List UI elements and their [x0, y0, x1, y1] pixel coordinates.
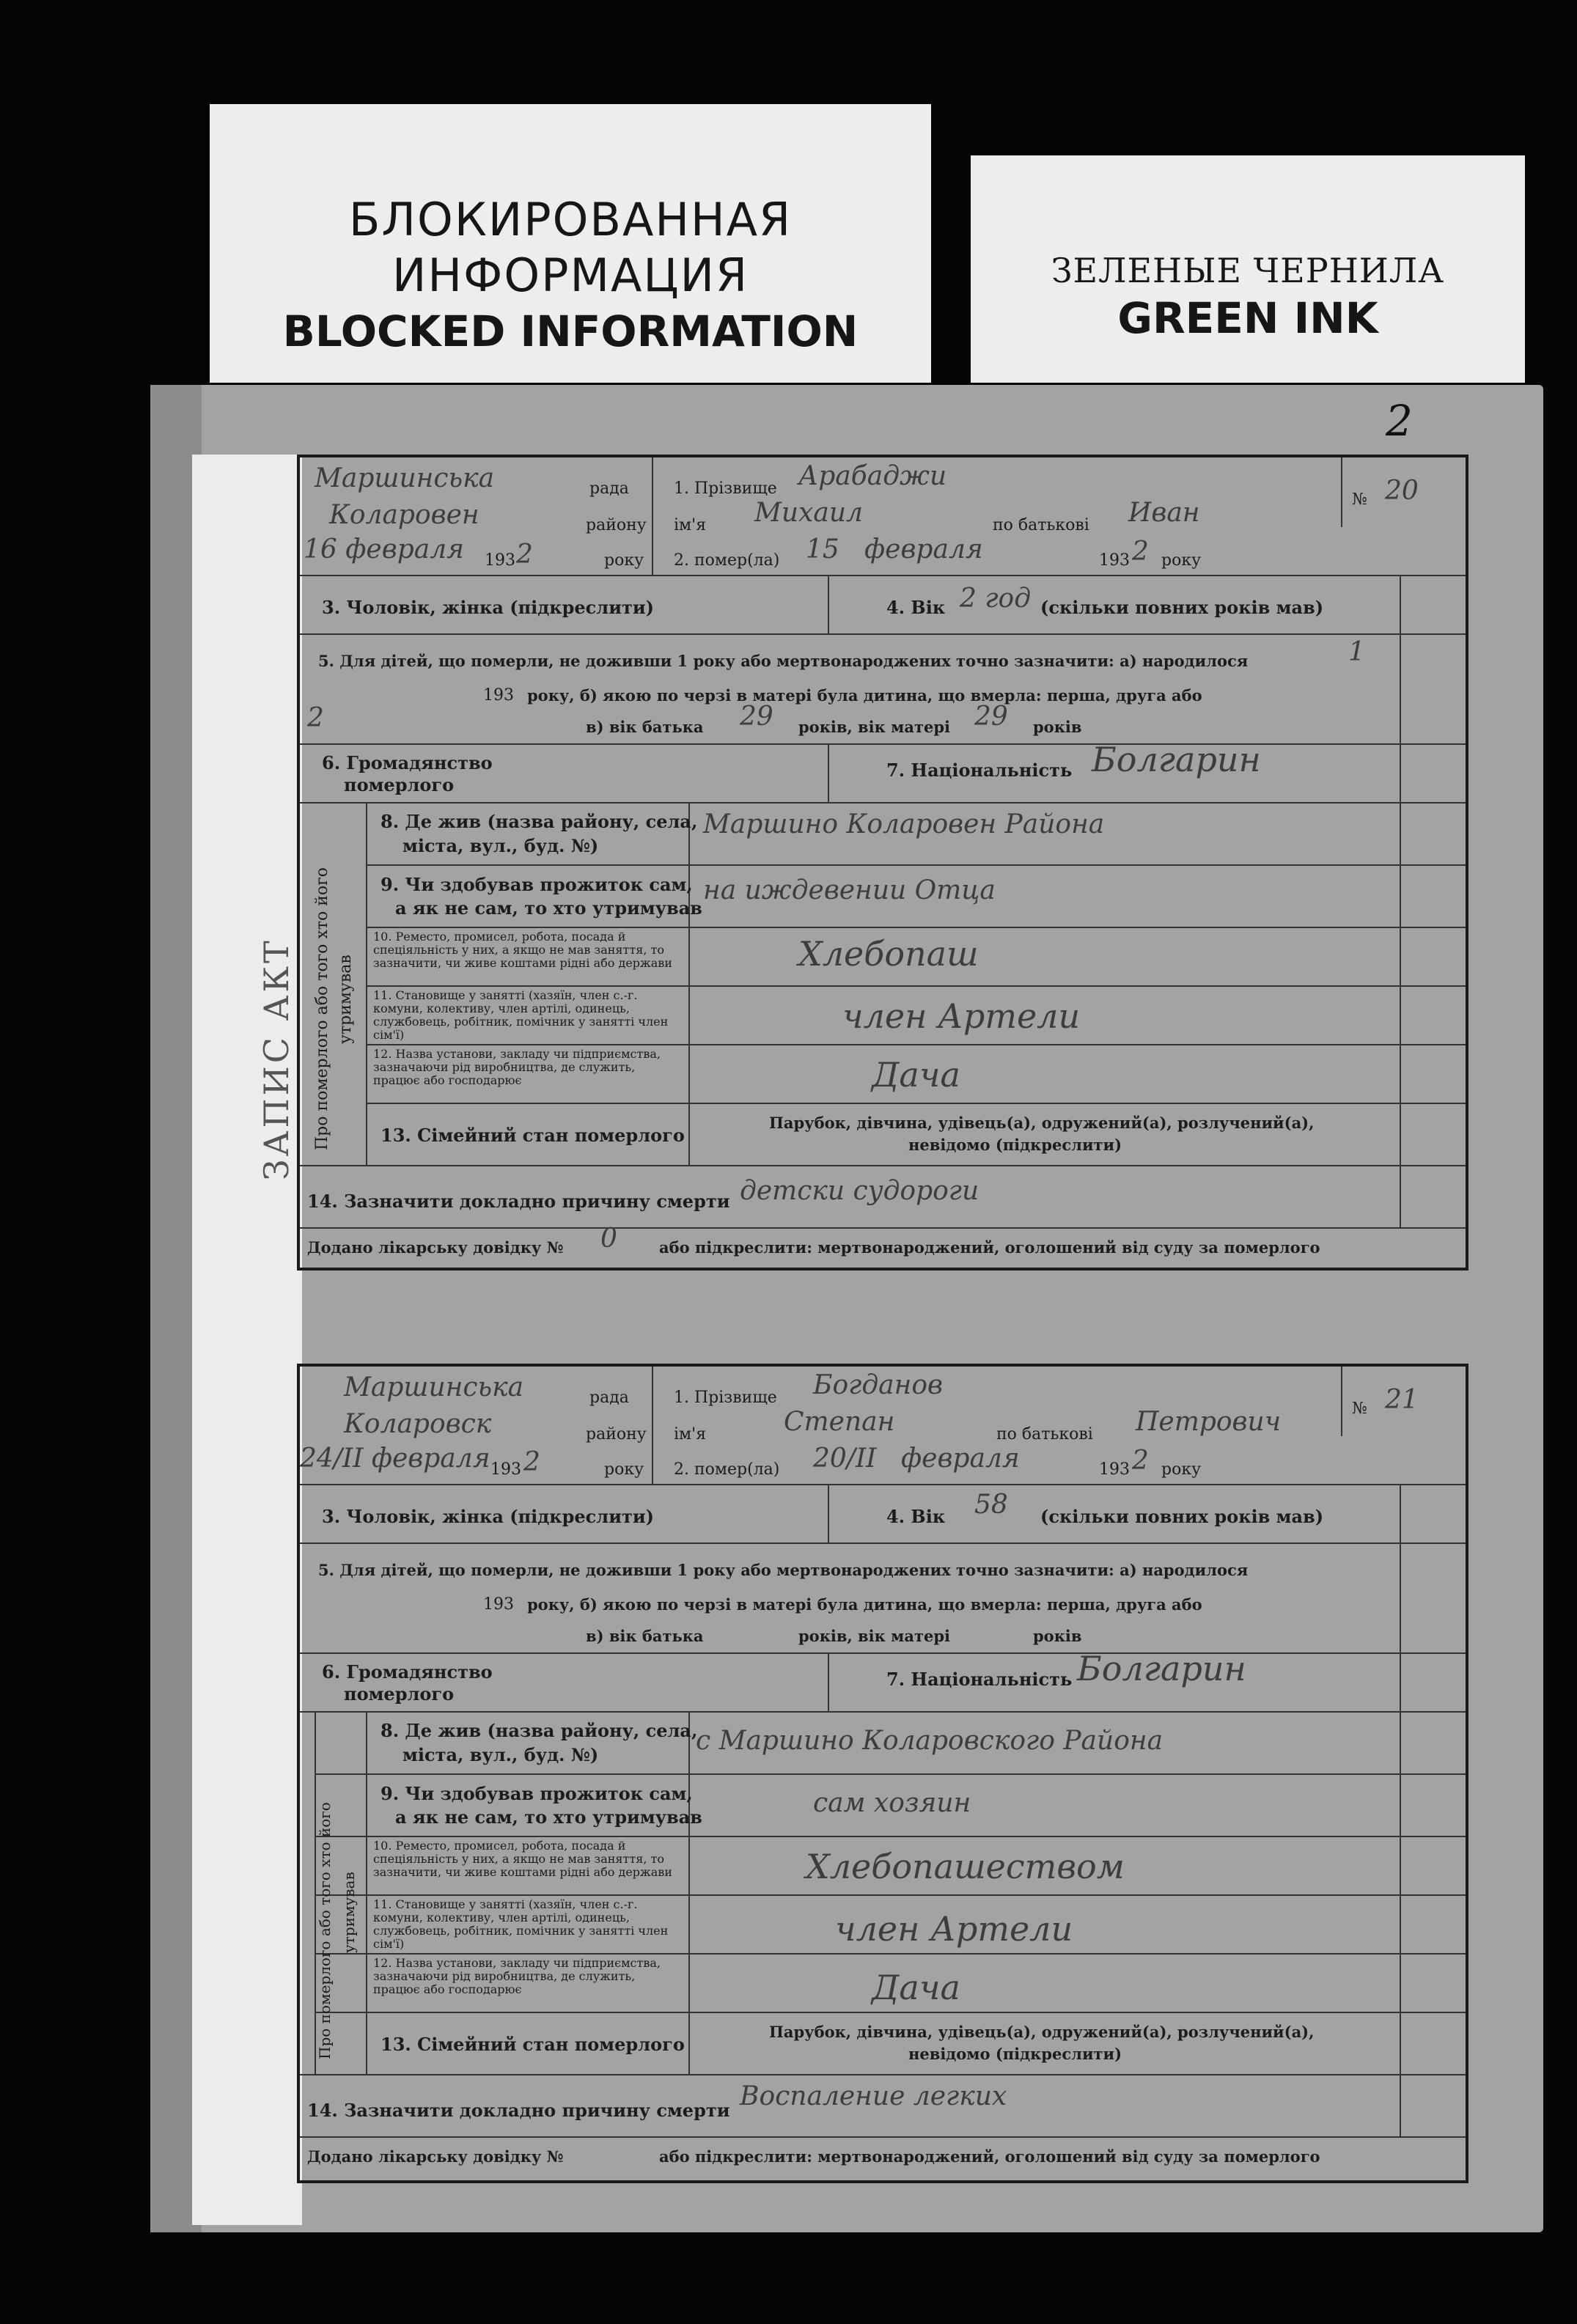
death-day: 20/II [813, 1444, 877, 1474]
surname-value: Богданов [813, 1370, 943, 1400]
registration-date: 16 февраля [304, 534, 464, 565]
occupation-label: 10. Реместо, промисел, робота, посада й спеціяльність у них, а якщо не мав заняття, то зазначити, чи живе коштами рідні або держави [373, 1839, 672, 1879]
residence-label: 8. Де жив (назва району, села, [381, 811, 698, 832]
position-value: член Артели [842, 996, 1081, 1036]
year-label: року [604, 1460, 644, 1479]
name-value: Степан [784, 1407, 895, 1437]
death-year-label: року [1161, 551, 1202, 570]
citizenship-label: 6. Громадянство [322, 752, 493, 773]
age-tail: (скільки повних років мав) [1040, 597, 1324, 618]
death-year-label: року [1161, 1460, 1202, 1479]
stillborn-label: або підкреслити: мертвонароджений, оголошений від суду за померлого [659, 2147, 1320, 2166]
registration-year: 2 [523, 1447, 540, 1477]
position-label: 11. Становище у занятті (хазяїн, член с.-г. комуни, колективу, член артілі, одинець, службовець, робітник, помічник у занятті член сім'ї) [373, 988, 669, 1042]
sex-field: 3. Чоловік, жінка (підкреслити) [322, 597, 655, 618]
death-record-1 [297, 455, 1468, 1271]
blocked-label-ru-line-1: БЛОКИРОВАННАЯ [348, 193, 793, 246]
surname-label: 1. Прізвище [674, 479, 777, 498]
children-field-b: року, б) якою по черзі в матері була дитина, що вмерла: перша, друга або [527, 1595, 1202, 1614]
year-prefix: 193 [485, 551, 515, 570]
death-year: 2 [1132, 1446, 1149, 1476]
record-number: 20 [1385, 476, 1419, 506]
side-label-2: утримував [337, 955, 355, 1044]
district-value: Коларовен [329, 500, 479, 530]
marital-options: Парубок, дівчина, удівець(а), одружений(а), розлучений(а), [769, 1114, 1315, 1132]
side-label: Про померлого або того хто його [313, 867, 331, 1150]
mother-age-label: років, вік матері [798, 718, 950, 736]
death-year: 2 [1132, 537, 1149, 567]
years-label: років [1033, 1627, 1082, 1645]
district-value: Коларовск [344, 1409, 492, 1439]
nationality-value: Болгарин [1092, 740, 1261, 779]
med-cert-label: Додано лікарську довідку № [307, 1238, 564, 1257]
children-field: 5. Для дітей, що померли, не доживши 1 року або мертвонароджених точно зазначити: а) народилося [318, 1561, 1249, 1579]
med-cert-value: 0 [600, 1224, 617, 1254]
age-tail: (скільки повних років мав) [1040, 1506, 1324, 1527]
cause-label: 14. Зазначити докладно причину смерти [307, 2100, 730, 2121]
registration-date: 24/II февраля [300, 1444, 490, 1474]
death-day: 15 [806, 534, 839, 565]
residence-label-2: міста, вул., буд. №) [402, 835, 599, 856]
council-value: Маршинська [315, 463, 495, 493]
marital-label: 13. Сімейний стан померлого [381, 2034, 685, 2055]
year-label: року [604, 551, 644, 570]
council-label: рада [589, 1389, 629, 1407]
father-age-label: в) вік батька [586, 1627, 704, 1645]
marital-options-2: невідомо (підкреслити) [908, 1136, 1122, 1154]
patronymic-value: Петрович [1136, 1407, 1282, 1437]
mother-age: 29 [974, 702, 1008, 732]
support-value: сам хозяин [813, 1788, 971, 1818]
council-value: Маршинська [344, 1372, 524, 1402]
cause-value: Воспаление легких [740, 2081, 1007, 2111]
patronymic-label: по батькові [993, 516, 1089, 534]
blocked-label-en: BLOCKED INFORMATION [282, 306, 859, 356]
position-label: 11. Становище у занятті (хазяїн, член с.-г. комуни, колективу, член артілі, одинець, службовець, робітник, помічник у занятті член сім'ї) [373, 1897, 669, 1951]
children-year-prefix: 193 [483, 686, 514, 705]
occupation-value: Хлебопаш [798, 934, 979, 974]
support-value: на иждевении Отца [703, 875, 996, 905]
record-number: 21 [1385, 1385, 1419, 1415]
residence-label: 8. Де жив (назва району, села, [381, 1720, 698, 1741]
citizenship-label: 6. Громадянство [322, 1661, 493, 1683]
marital-label: 13. Сімейний стан померлого [381, 1125, 685, 1146]
father-age-label: в) вік батька [586, 718, 704, 736]
death-date-label: 2. помер(ла) [674, 551, 780, 570]
institution-value: Дача [872, 1055, 960, 1095]
marital-options-2: невідомо (підкреслити) [908, 2045, 1122, 2063]
support-label-2: а як не сам, то хто утримував [395, 1806, 702, 1828]
green-label-en: GREEN INK [1117, 293, 1378, 343]
name-label: ім'я [674, 516, 707, 534]
name-value: Михаил [754, 498, 863, 528]
side-label: Про померлого або того хто його [316, 1802, 334, 2059]
support-label: 9. Чи здобував прожиток сам, [381, 874, 693, 895]
occupation-label: 10. Реместо, промисел, робота, посада й спеціяльність у них, а якщо не мав заняття, то зазначити, чи живе коштами рідні або держави [373, 930, 672, 970]
birth-order: 2 [307, 703, 324, 733]
nationality-label: 7. Національність [886, 1669, 1073, 1690]
age-value: 2 год [960, 584, 1032, 614]
residence-label-2: міста, вул., буд. №) [402, 1744, 599, 1765]
nationality-label: 7. Національність [886, 760, 1073, 781]
death-date-label: 2. помер(ла) [674, 1460, 780, 1479]
cause-value: детски судороги [740, 1176, 979, 1206]
sex-field: 3. Чоловік, жінка (підкреслити) [322, 1506, 655, 1527]
registration-year: 2 [516, 540, 533, 570]
father-age: 29 [740, 702, 773, 732]
surname-value: Арабаджи [798, 461, 947, 491]
children-field: 5. Для дітей, що померли, не доживши 1 року або мертвонароджених точно зазначити: а) народилося [318, 652, 1249, 670]
page-number: 2 [1386, 396, 1413, 446]
institution-label: 12. Назва установи, закладу чи підприємства, зазначаючи рід виробництва, де служить, працює або господарює [373, 1956, 661, 1996]
council-label: рада [589, 479, 629, 498]
cause-label: 14. Зазначити докладно причину смерти [307, 1191, 730, 1212]
death-record-2 [297, 1364, 1468, 2183]
age-value: 58 [974, 1490, 1008, 1520]
age-label: 4. Вік [886, 1506, 946, 1527]
patronymic-label: по батькові [996, 1425, 1093, 1444]
support-label-2: а як не сам, то хто утримував [395, 897, 702, 919]
death-month: февраля [864, 534, 983, 565]
year-prefix: 193 [490, 1460, 521, 1479]
age-label: 4. Вік [886, 597, 946, 618]
nationality-value: Болгарин [1077, 1649, 1246, 1688]
green-label-ru: ЗЕЛЕНЫЕ ЧЕРНИЛА [1051, 251, 1445, 290]
district-label: району [586, 1425, 647, 1444]
residence-value: Маршино Коларовен Района [703, 809, 1105, 839]
number-label: № [1352, 1400, 1367, 1418]
position-value: член Артели [835, 1909, 1073, 1949]
mother-age-label: років, вік матері [798, 1627, 950, 1645]
name-label: ім'я [674, 1425, 707, 1444]
side-label-2: утримував [340, 1872, 358, 1953]
citizenship-label-2: померлого [344, 774, 455, 795]
occupation-value: Хлебопашеством [806, 1847, 1125, 1886]
children-year-prefix: 193 [483, 1595, 514, 1614]
marital-options: Парубок, дівчина, удівець(а), одружений(а), розлучений(а), [769, 2023, 1315, 2041]
district-label: району [586, 516, 647, 534]
stamp-text: ЗАПИС АКТ [257, 938, 296, 1180]
death-year-prefix: 193 [1099, 1460, 1130, 1479]
blocked-label-ru-line-2: ИНФОРМАЦИЯ [392, 249, 749, 302]
citizenship-label-2: померлого [344, 1683, 455, 1705]
blocked-information-label [210, 104, 931, 383]
surname-label: 1. Прізвище [674, 1389, 777, 1407]
number-label: № [1352, 490, 1367, 509]
patronymic-value: Иван [1128, 498, 1200, 528]
residence-value: с Маршино Коларовского Района [696, 1726, 1164, 1756]
med-cert-label: Додано лікарську довідку № [307, 2147, 564, 2166]
institution-value: Дача [872, 1968, 960, 2007]
children-field-b: року, б) якою по черзі в матері була дитина, що вмерла: перша, друга або [527, 686, 1202, 705]
green-ink-label [971, 155, 1525, 383]
death-month: февраля [901, 1444, 1020, 1474]
years-label: років [1033, 718, 1082, 736]
death-year-prefix: 193 [1099, 551, 1130, 570]
stillborn-label: або підкреслити: мертвонароджений, оголошений від суду за померлого [659, 1238, 1320, 1257]
institution-label: 12. Назва установи, закладу чи підприємства, зазначаючи рід виробництва, де служить, працює або господарює [373, 1047, 661, 1087]
born-value: 1 [1348, 637, 1365, 667]
support-label: 9. Чи здобував прожиток сам, [381, 1783, 693, 1804]
paper-strip [192, 455, 302, 2225]
